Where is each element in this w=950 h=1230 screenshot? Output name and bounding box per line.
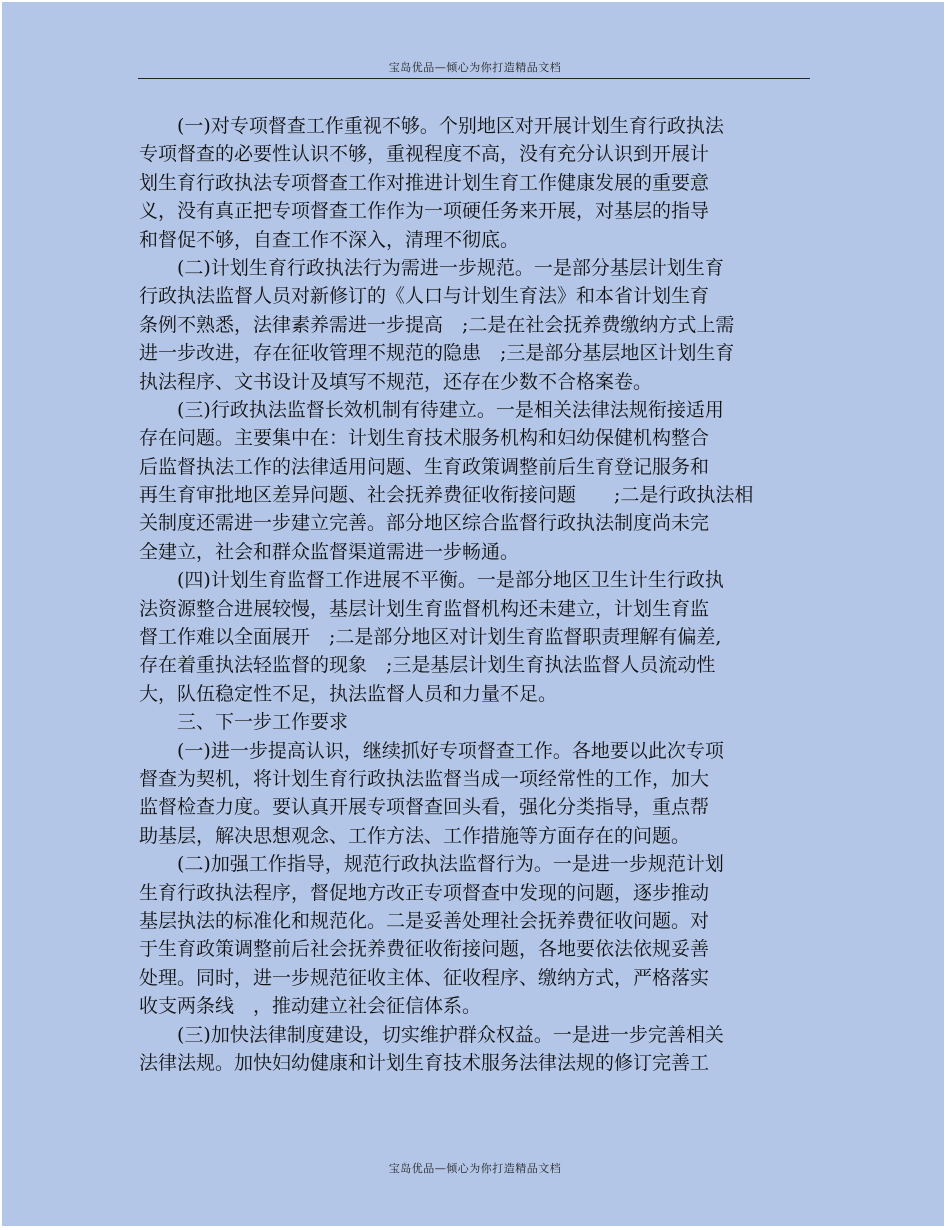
text-line: 处理。同时，进一步规范征收主体、征收程序、缴纳方式，严格落实 [139, 966, 710, 989]
text-line: 法律法规。加快妇幼健康和计划生育技术服务法律法规的修订完善工 [139, 1051, 710, 1074]
text-line: (一)对专项督查工作重视不够。个别地区对开展计划生育行政执法 [139, 115, 724, 137]
text-line: 义，没有真正把专项督查工作作为一项硬任务来开展，对基层的指导 [139, 200, 710, 223]
page-footer: 宝岛优品—倾心为你打造精品文档 [388, 1162, 562, 1175]
text-line: 督查为契机，将计划生育行政执法监督当成一项经常性的工作，加大 [139, 767, 710, 790]
text-line: 三、下一步工作要求 [139, 711, 349, 734]
text-line: 划生育行政执法专项督查工作对推进计划生育工作健康发展的重要意 [139, 171, 710, 194]
text-line: (三)行政执法监督长效机制有待建立。一是相关法律法规衔接适用 [139, 398, 724, 421]
text-line: 存在问题。主要集中在：计划生育技术服务机构和妇幼保健机构整合 [139, 427, 710, 450]
header-divider [138, 78, 810, 79]
text-line: (二)加强工作指导，规范行政执法监督行为。一是进一步规范计划 [139, 853, 724, 876]
text-line: 全建立，社会和群众监督渠道需进一步畅通。 [139, 540, 520, 563]
text-line: 条例不熟悉，法律素养需进一步提高 ;二是在社会抚养费缴纳方式上需 [139, 313, 735, 336]
text-line: 监督检查力度。要认真开展专项督查回头看，强化分类指导，重点帮 [139, 796, 710, 819]
text-line: (二)计划生育行政执法行为需进一步规范。一是部分基层计划生育 [139, 256, 724, 279]
text-line: (一)进一步提高认识，继续抓好专项督查工作。各地要以此次专项 [139, 739, 724, 762]
text-line: (四)计划生育监督工作进展不平衡。一是部分地区卫生计生行政执 [139, 569, 724, 592]
text-line: 专项督查的必要性认识不够，重视程度不高，没有充分认识到开展计 [139, 143, 710, 166]
text-line: 于生育政策调整前后社会抚养费征收衔接问题，各地要依法依规妥善 [139, 938, 710, 961]
text-line: 存在着重执法轻监督的现象 ;三是基层计划生育执法监督人员流动性 [139, 654, 716, 677]
text-line: 收支两条线 ，推动建立社会征信体系。 [139, 995, 482, 1018]
text-line: 执法程序、文书设计及填写不规范，还存在少数不合格案卷。 [139, 370, 653, 393]
text-line: 后监督执法工作的法律适用问题、生育政策调整前后生育登记服务和 [139, 455, 710, 478]
document-body [139, 112, 799, 1077]
text-line: (三)加快法律制度建设，切实维护群众权益。一是进一步完善相关 [139, 1023, 724, 1046]
text-line: 生育行政执法程序，督促地方改正专项督查中发现的问题，逐步推动 [139, 881, 710, 904]
text-line: 助基层，解决思想观念、工作方法、工作措施等方面存在的问题。 [139, 824, 691, 847]
text-line: 基层执法的标准化和规范化。二是妥善处理社会抚养费征收问题。对 [139, 909, 710, 932]
text-line: 和督促不够，自查工作不深入，清理不彻底。 [139, 228, 520, 251]
text-line: 督工作难以全面展开 ;二是部分地区对计划生育监督职责理解有偏差, [139, 626, 722, 649]
text-line: 进一步改进，存在征收管理不规范的隐患 ;三是部分基层地区计划生育 [139, 342, 735, 365]
page-header: 宝岛优品—倾心为你打造精品文档 [388, 61, 562, 74]
text-line: 大，队伍稳定性不足，执法监督人员和力量不足。 [139, 682, 558, 705]
text-line: 再生育审批地区差异问题、社会抚养费征收衔接问题 ;二是行政执法相 [139, 484, 754, 507]
text-line: 法资源整合进展较慢，基层计划生育监督机构还未建立，计划生育监 [139, 597, 710, 620]
text-line: 关制度还需进一步建立完善。部分地区综合监督行政执法制度尚未完 [139, 512, 710, 535]
text-line: 行政执法监督人员对新修订的《人口与计划生育法》和本省计划生育 [139, 285, 710, 308]
